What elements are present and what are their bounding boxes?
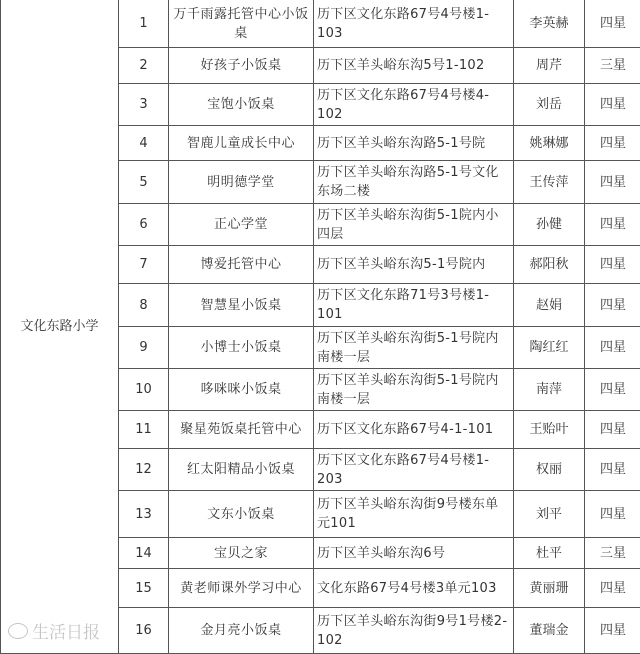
name-cell: 万千雨露托管中心小饭桌 bbox=[169, 0, 314, 48]
person-cell: 南萍 bbox=[514, 369, 585, 411]
name-cell: 金月亮小饭桌 bbox=[169, 608, 314, 654]
name-cell: 正心学堂 bbox=[169, 204, 314, 246]
name-cell: 智慧星小饭桌 bbox=[169, 284, 314, 327]
address-cell: 历下区羊头峪东沟路5-1号文化东场二楼 bbox=[314, 161, 514, 204]
address-cell: 历下区文化东路67号4号楼1-103 bbox=[314, 0, 514, 48]
rating-cell: 四星 bbox=[585, 449, 640, 491]
address-cell: 历下区羊头峪东沟路5-1号院 bbox=[314, 126, 514, 161]
address-cell: 历下区羊头峪东沟街5-1号院内南楼一层 bbox=[314, 369, 514, 411]
rating-cell: 四星 bbox=[585, 491, 640, 538]
address-cell: 历下区羊头峪东沟5号1-102 bbox=[314, 48, 514, 84]
name-cell: 红太阳精品小饭桌 bbox=[169, 449, 314, 491]
name-cell: 博爱托管中心 bbox=[169, 246, 314, 284]
name-cell: 好孩子小饭桌 bbox=[169, 48, 314, 84]
watermark-text: 生活日报 bbox=[32, 618, 100, 643]
address-cell: 历下区羊头峪东沟6号 bbox=[314, 538, 514, 569]
rating-cell: 四星 bbox=[585, 284, 640, 327]
address-cell: 历下区羊头峪东沟街9号楼东单元101 bbox=[314, 491, 514, 538]
number-cell: 11 bbox=[119, 411, 169, 449]
person-cell: 刘平 bbox=[514, 491, 585, 538]
person-cell: 李英赫 bbox=[514, 0, 585, 48]
address-cell: 历下区文化东路67号4-1-101 bbox=[314, 411, 514, 449]
rating-cell: 四星 bbox=[585, 161, 640, 204]
number-cell: 1 bbox=[119, 0, 169, 48]
address-cell: 历下区文化东路67号4号楼4-102 bbox=[314, 84, 514, 126]
person-cell: 孙健 bbox=[514, 204, 585, 246]
rating-cell: 四星 bbox=[585, 246, 640, 284]
number-cell: 6 bbox=[119, 204, 169, 246]
person-cell: 杜平 bbox=[514, 538, 585, 569]
address-cell: 历下区文化东路71号3号楼1-101 bbox=[314, 284, 514, 327]
address-cell: 历下区羊头峪东沟街5-1院内小四层 bbox=[314, 204, 514, 246]
name-cell: 文东小饭桌 bbox=[169, 491, 314, 538]
person-cell: 王贻叶 bbox=[514, 411, 585, 449]
name-cell: 黄老师课外学习中心 bbox=[169, 569, 314, 608]
number-cell: 4 bbox=[119, 126, 169, 161]
number-cell: 10 bbox=[119, 369, 169, 411]
name-cell: 宝饱小饭桌 bbox=[169, 84, 314, 126]
name-cell: 聚星苑饭桌托管中心 bbox=[169, 411, 314, 449]
person-cell: 权丽 bbox=[514, 449, 585, 491]
person-cell: 姚琳娜 bbox=[514, 126, 585, 161]
school-cell: 文化东路小学 bbox=[1, 0, 119, 654]
address-cell: 历下区羊头峪东沟街5-1号院内南楼一层 bbox=[314, 327, 514, 369]
rating-cell: 三星 bbox=[585, 48, 640, 84]
name-cell: 智鹿儿童成长中心 bbox=[169, 126, 314, 161]
number-cell: 2 bbox=[119, 48, 169, 84]
number-cell: 5 bbox=[119, 161, 169, 204]
rating-cell: 三星 bbox=[585, 538, 640, 569]
number-cell: 12 bbox=[119, 449, 169, 491]
address-cell: 文化东路67号4号楼3单元103 bbox=[314, 569, 514, 608]
person-cell: 董瑞金 bbox=[514, 608, 585, 654]
person-cell: 王传萍 bbox=[514, 161, 585, 204]
rating-cell: 四星 bbox=[585, 569, 640, 608]
person-cell: 刘岳 bbox=[514, 84, 585, 126]
person-cell: 周芹 bbox=[514, 48, 585, 84]
person-cell: 郝阳秋 bbox=[514, 246, 585, 284]
person-cell: 黄丽珊 bbox=[514, 569, 585, 608]
rating-cell: 四星 bbox=[585, 327, 640, 369]
address-cell: 历下区羊头峪东沟5-1号院内 bbox=[314, 246, 514, 284]
number-cell: 3 bbox=[119, 84, 169, 126]
number-cell: 13 bbox=[119, 491, 169, 538]
number-cell: 9 bbox=[119, 327, 169, 369]
name-cell: 宝贝之家 bbox=[169, 538, 314, 569]
number-cell: 8 bbox=[119, 284, 169, 327]
number-cell: 16 bbox=[119, 608, 169, 654]
address-cell: 历下区文化东路67号4号楼1-203 bbox=[314, 449, 514, 491]
rating-cell: 四星 bbox=[585, 0, 640, 48]
address-cell: 历下区羊头峪东沟街9号1号楼2-102 bbox=[314, 608, 514, 654]
person-cell: 陶红红 bbox=[514, 327, 585, 369]
rating-cell: 四星 bbox=[585, 608, 640, 654]
name-cell: 哆咪咪小饭桌 bbox=[169, 369, 314, 411]
rating-cell: 四星 bbox=[585, 369, 640, 411]
number-cell: 7 bbox=[119, 246, 169, 284]
table-row bbox=[1, 0, 640, 48]
rating-cell: 四星 bbox=[585, 126, 640, 161]
rating-cell: 四星 bbox=[585, 204, 640, 246]
rating-cell: 四星 bbox=[585, 411, 640, 449]
number-cell: 14 bbox=[119, 538, 169, 569]
person-cell: 赵娟 bbox=[514, 284, 585, 327]
number-cell: 15 bbox=[119, 569, 169, 608]
name-cell: 小博士小饭桌 bbox=[169, 327, 314, 369]
name-cell: 明明德学堂 bbox=[169, 161, 314, 204]
rating-cell: 四星 bbox=[585, 84, 640, 126]
